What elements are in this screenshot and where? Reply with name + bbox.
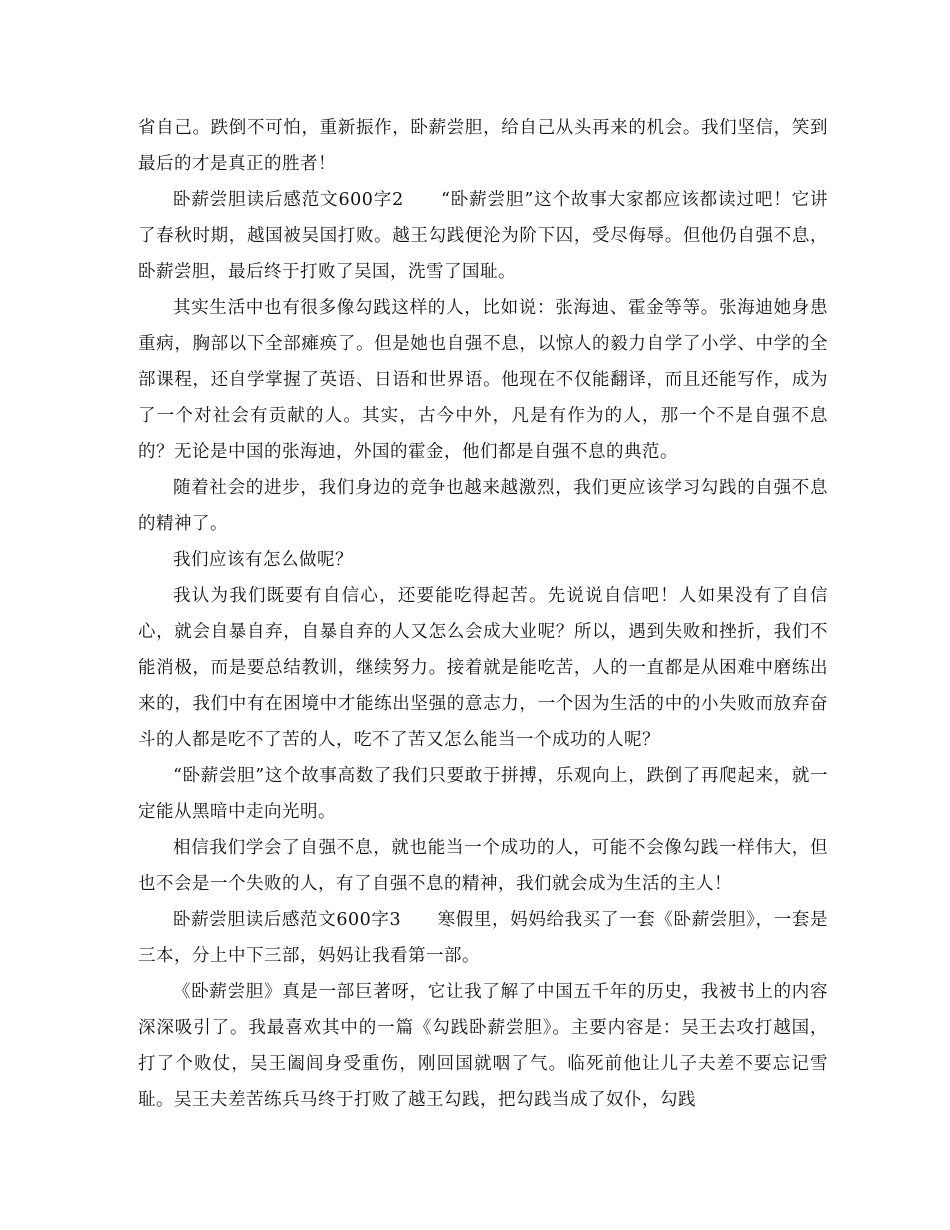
paragraph-10: 《卧薪尝胆》真是一部巨著呀，它让我了解了中国五千年的历史，我被书上的内容深深吸引了。我最喜欢其中的一篇《勾践卧薪尝胆》。主要内容是：吴王去攻打越国，打了个败仗，吴王阖闾身受重伤，刚回国就咽了气。临死前他让儿子夫差不要忘记雪耻。吴王夫差苦练兵马终于打败了越王勾践，把勾践当成了奴仆，勾践 xyxy=(138,982,828,1110)
paragraph-5: 我们应该有怎么做呢？ xyxy=(173,550,353,570)
paragraph-4: 随着社会的进步，我们身边的竞争也越来越激烈，我们更应该学习勾践的自强不息的精神了。 xyxy=(138,478,828,534)
paragraph-8: 相信我们学会了自强不息，就也能当一个成功的人，可能不会像勾践一样伟大，但也不会是一个失败的人，有了自强不息的精神，我们就会成为生活的主人！ xyxy=(138,838,828,894)
paragraph-2: 卧薪尝胆读后感范文600字2 “卧薪尝胆”这个故事大家都应该都读过吧！它讲了春秋时期，越国被吴国打败。越王勾践便沦为阶下囚，受尽侮辱。但他仍自强不息，卧薪尝胆，最后终于打败了吴国，洗雪了国耻。 xyxy=(138,190,828,282)
paragraph-3: 其实生活中也有很多像勾践这样的人，比如说：张海迪、霍金等等。张海迪她身患重病，胸部以下全部瘫痪了。但是她也自强不息，以惊人的毅力自学了小学、中学的全部课程，还自学掌握了英语、日语和世界语。他现在不仅能翻译，而且还能写作，成为了一个对社会有贡献的人。其实，古今中外，凡是有作为的人，那一个不是自强不息的？无论是中国的张海迪，外国的霍金，他们都是自强不息的典范。 xyxy=(138,298,828,462)
paragraph-7: “卧薪尝胆”这个故事高数了我们只要敢于拼搏，乐观向上，跌倒了再爬起来，就一定能从黑暗中走向光明。 xyxy=(138,766,828,822)
paragraph-6: 我认为我们既要有自信心，还要能吃得起苦。先说说自信吧！人如果没有了自信心，就会自暴自弃，自暴自弃的人又怎么会成大业呢？所以，遇到失败和挫折，我们不能消极，而是要总结教训，继续努力。接着就是能吃苦，人的一直都是从困难中磨练出来的，我们中有在困境中才能练出坚强的意志力，一个因为生活的中的小失败而放弃奋斗的人都是吃不了苦的人，吃不了苦又怎么能当一个成功的人呢？ xyxy=(138,586,828,750)
paragraph-1: 省自己。跌倒不可怕，重新振作，卧薪尝胆，给自己从头再来的机会。我们坚信，笑到最后的才是真正的胜者！ xyxy=(138,118,828,174)
paragraph-9: 卧薪尝胆读后感范文600字3 寒假里，妈妈给我买了一套《卧薪尝胆》，一套是三本，分上中下三部，妈妈让我看第一部。 xyxy=(138,910,828,966)
article-body xyxy=(138,110,828,1118)
